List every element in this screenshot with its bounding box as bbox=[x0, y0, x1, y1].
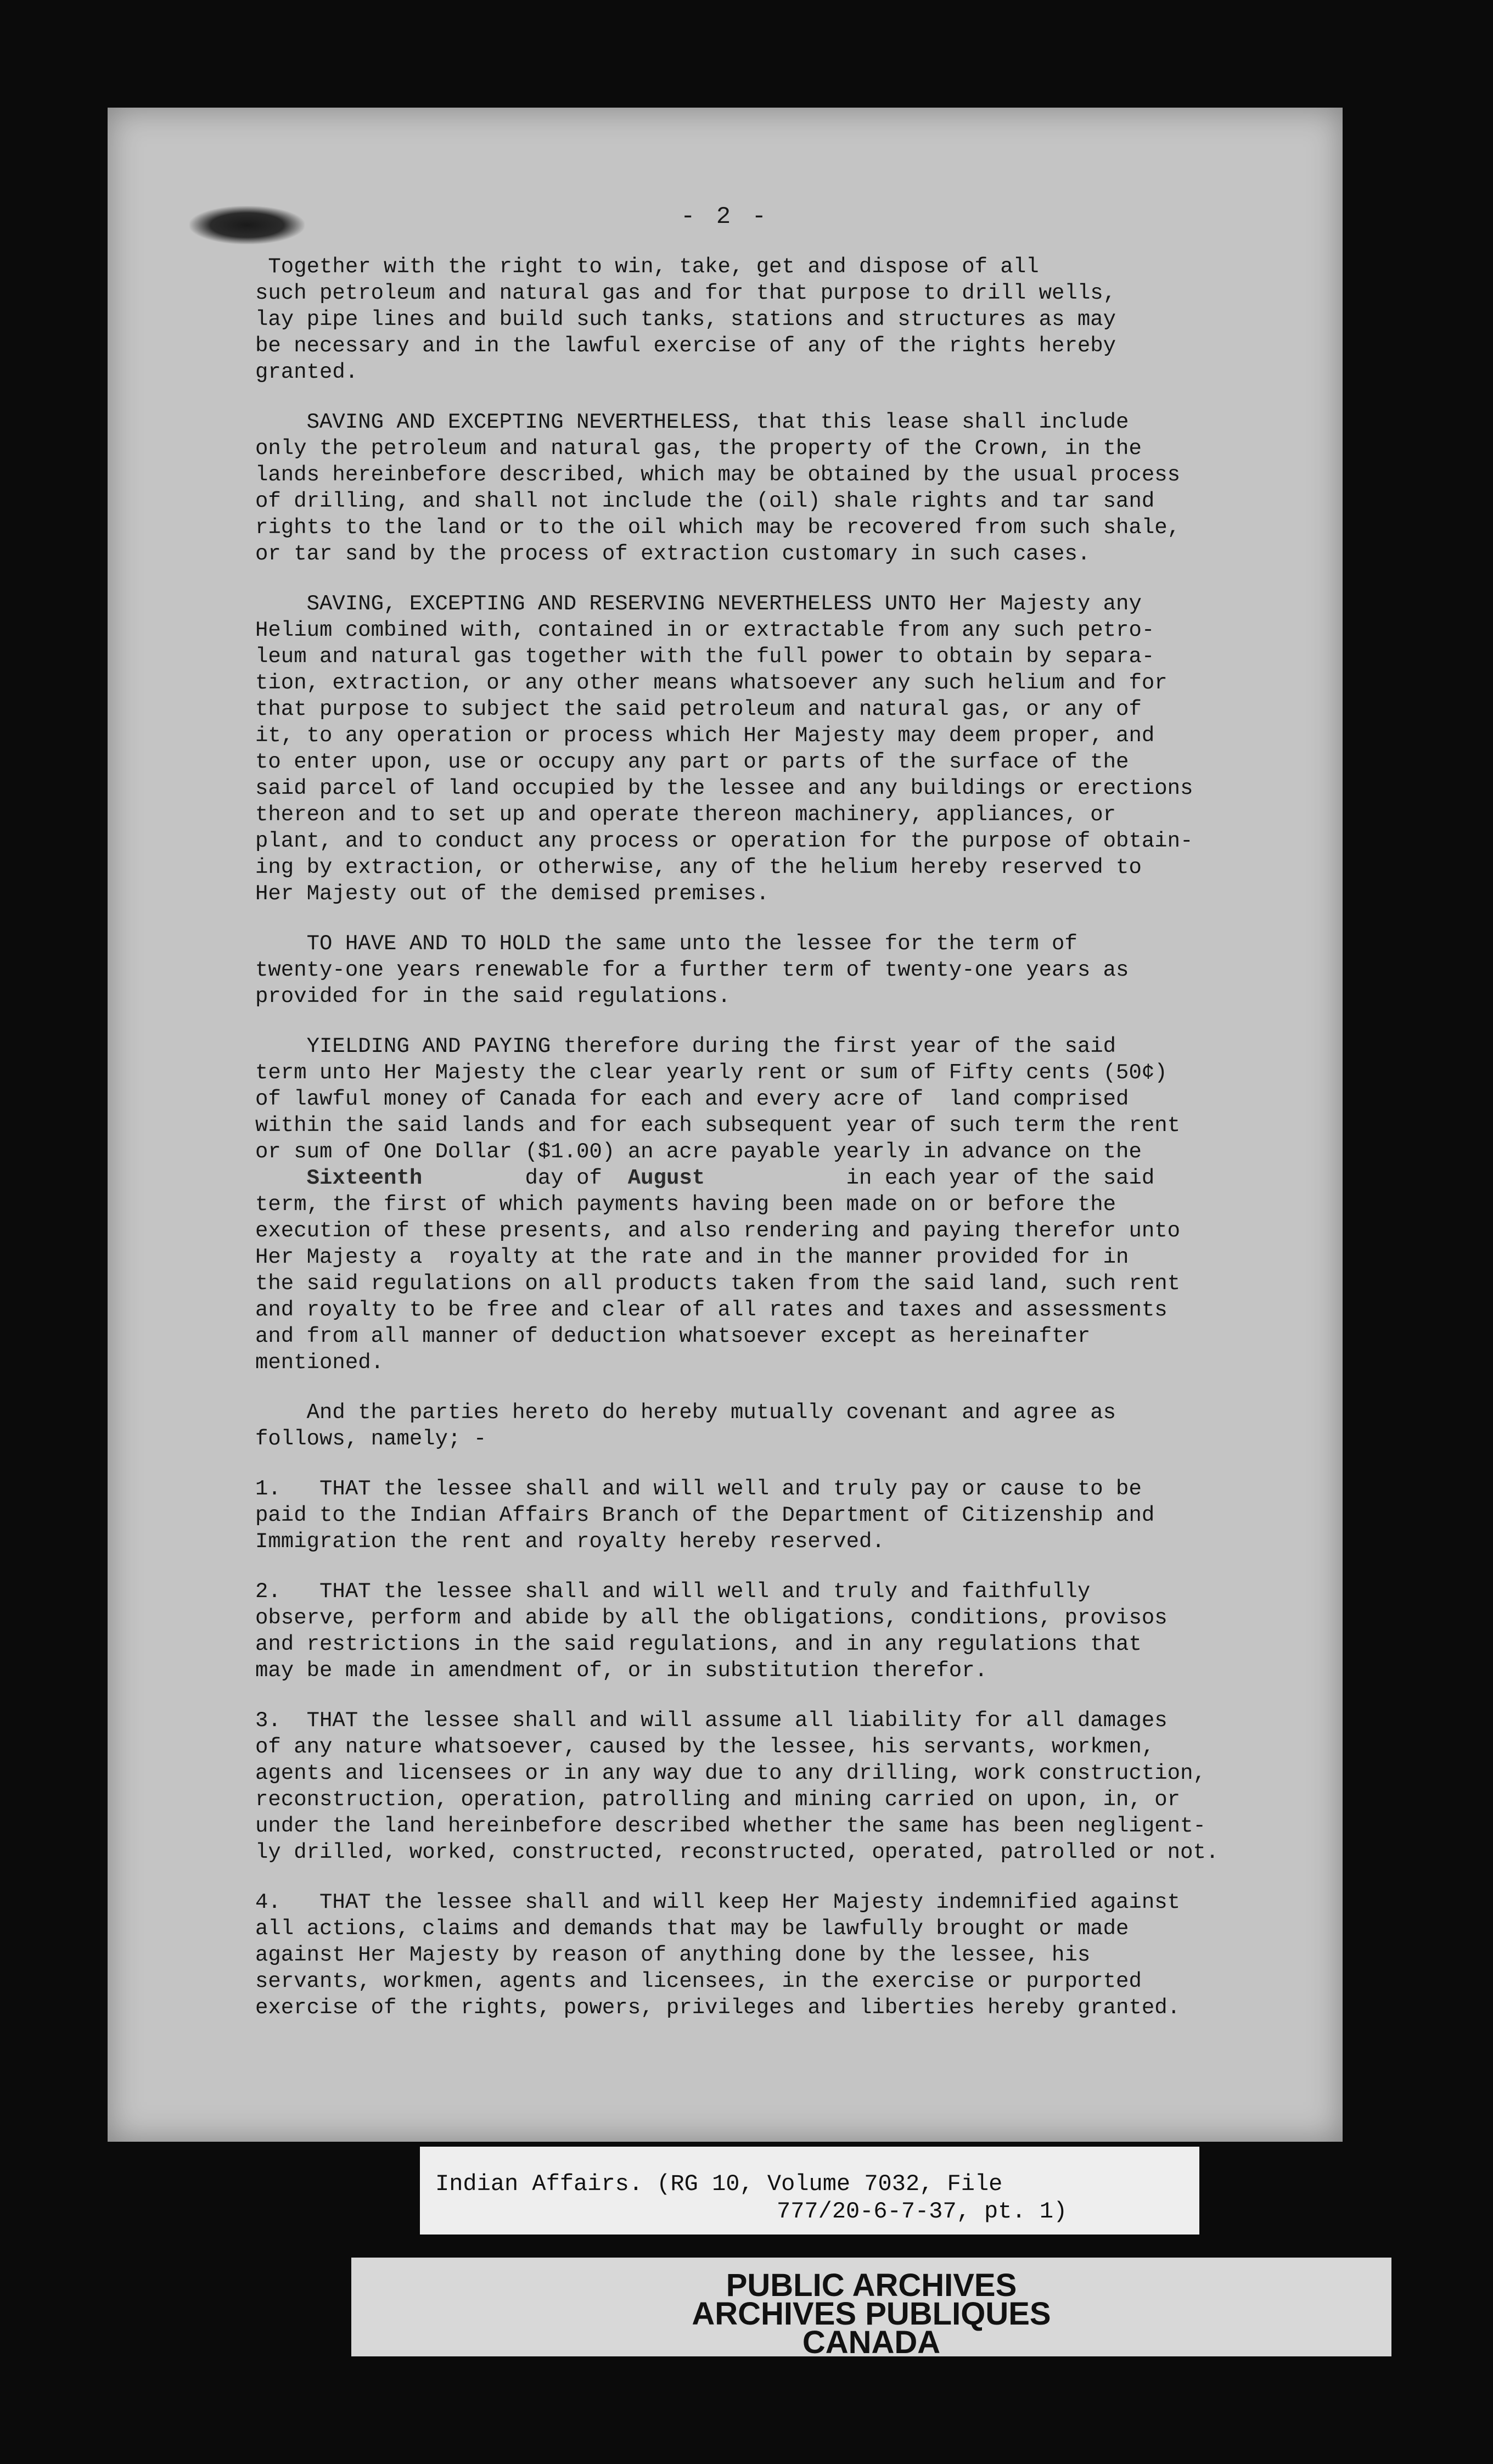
text-line: lay pipe lines and build such tanks, stations and structures as may bbox=[255, 307, 1116, 332]
public-archives-stamp bbox=[351, 2258, 1391, 2360]
paragraph-yielding-paying bbox=[255, 1033, 1265, 1376]
reference-line-1: Indian Affairs. (RG 10, Volume 7032, File bbox=[435, 2171, 1003, 2197]
text-line: to enter upon, use or occupy any part or parts of the surface of the bbox=[255, 750, 1129, 774]
text-line: observe, perform and abide by all the obligations, conditions, provisos bbox=[255, 1606, 1168, 1630]
text-line: or sum of One Dollar ($1.00) an acre payable yearly in advance on the bbox=[255, 1140, 1142, 1164]
stamp-line-3: CANADA bbox=[802, 2325, 941, 2360]
text-line: said parcel of land occupied by the lessee and any buildings or erections bbox=[255, 776, 1193, 800]
reference-line-2: 777/20-6-7-37, pt. 1) bbox=[777, 2198, 1068, 2225]
text-line: such petroleum and natural gas and for that purpose to drill wells, bbox=[255, 281, 1116, 305]
paragraph-term bbox=[255, 931, 1265, 1010]
clause-3 bbox=[255, 1707, 1265, 1866]
day-of-label: day of bbox=[525, 1166, 602, 1190]
text-line: servants, workmen, agents and licensees, in the exercise or purported bbox=[255, 1969, 1142, 1993]
stamp-line-1: PUBLIC ARCHIVES bbox=[726, 2267, 1017, 2303]
text-line: SAVING, EXCEPTING AND RESERVING NEVERTHELESS UNTO Her Majesty any bbox=[255, 592, 1142, 616]
text-line: And the parties hereto do hereby mutually covenant and agree as bbox=[255, 1401, 1116, 1425]
text-line: ly drilled, worked, constructed, reconstructed, operated, patrolled or not. bbox=[255, 1840, 1219, 1864]
ink-smudge bbox=[189, 206, 305, 244]
text-line: Her Majesty out of the demised premises. bbox=[255, 882, 770, 906]
paragraph-helium-reservation bbox=[255, 591, 1265, 907]
paragraph-covenant-intro bbox=[255, 1399, 1265, 1452]
text-line: granted. bbox=[255, 360, 358, 384]
text-line: YIELDING AND PAYING therefore during the first year of the said bbox=[255, 1034, 1116, 1059]
clause-1 bbox=[255, 1476, 1265, 1555]
text-line: exercise of the rights, powers, privileges and liberties hereby granted. bbox=[255, 1996, 1181, 2020]
text-line: agents and licensees or in any way due to any drilling, work construction, bbox=[255, 1761, 1206, 1785]
date-line bbox=[255, 1165, 1265, 1191]
text-line: twenty-one years renewable for a further term of twenty-one years as bbox=[255, 958, 1129, 982]
stamp-line-2: ARCHIVES PUBLIQUES bbox=[692, 2296, 1051, 2332]
text-line: 4. THAT the lessee shall and will keep Her Majesty indemnified against bbox=[255, 1890, 1181, 1914]
text-line: 3. THAT the lessee shall and will assume all liability for all damages bbox=[255, 1709, 1168, 1733]
date-line-rest: in each year of the said bbox=[846, 1166, 1155, 1190]
text-line: all actions, claims and demands that may be lawfully brought or made bbox=[255, 1917, 1129, 1941]
text-line: may be made in amendment of, or in substitution therefor. bbox=[255, 1659, 988, 1683]
text-line: of drilling, and shall not include the (oil) shale rights and tar sand bbox=[255, 489, 1155, 513]
text-line: mentioned. bbox=[255, 1351, 384, 1375]
text-line: plant, and to conduct any process or operation for the purpose of obtain- bbox=[255, 829, 1193, 853]
text-line: follows, namely; - bbox=[255, 1427, 487, 1451]
paragraph-saving-excepting bbox=[255, 409, 1265, 567]
text-line: be necessary and in the lawful exercise of any of the rights hereby bbox=[255, 334, 1116, 358]
text-line: lands hereinbefore described, which may be obtained by the usual process bbox=[255, 463, 1181, 487]
text-line: or tar sand by the process of extraction customary in such cases. bbox=[255, 542, 1091, 566]
filled-day: Sixteenth bbox=[306, 1166, 423, 1190]
filled-month: August bbox=[627, 1166, 705, 1190]
text-line: ing by extraction, or otherwise, any of the helium hereby reserved to bbox=[255, 855, 1142, 880]
text-line: and royalty to be free and clear of all rates and taxes and assessments bbox=[255, 1298, 1168, 1322]
text-line: term unto Her Majesty the clear yearly rent or sum of Fifty cents (50¢) bbox=[255, 1061, 1168, 1085]
text-line: Together with the right to win, take, get and dispose of all bbox=[255, 255, 1039, 279]
archive-reference-label bbox=[420, 2147, 1199, 2235]
text-line: against Her Majesty by reason of anything done by the lessee, his bbox=[255, 1943, 1091, 1967]
text-line: Her Majesty a royalty at the rate and in the manner provided for in bbox=[255, 1245, 1129, 1269]
text-line: leum and natural gas together with the full power to obtain by separa- bbox=[255, 645, 1155, 669]
page-number: - 2 - bbox=[681, 203, 770, 231]
text-line: TO HAVE AND TO HOLD the same unto the lessee for the term of bbox=[255, 932, 1077, 956]
text-line: reconstruction, operation, patrolling and mining carried on upon, in, or bbox=[255, 1788, 1181, 1812]
text-line: and restrictions in the said regulations, and in any regulations that bbox=[255, 1632, 1142, 1656]
text-line: within the said lands and for each subsequent year of such term the rent bbox=[255, 1113, 1181, 1138]
paragraph-rights bbox=[255, 254, 1265, 385]
text-line: that purpose to subject the said petroleum and natural gas, or any of bbox=[255, 697, 1142, 721]
text-line: of any nature whatsoever, caused by the lessee, his servants, workmen, bbox=[255, 1735, 1155, 1759]
text-line: of lawful money of Canada for each and every acre of land comprised bbox=[255, 1087, 1129, 1111]
text-line: 1. THAT the lessee shall and will well and truly pay or cause to be bbox=[255, 1477, 1142, 1501]
text-line: provided for in the said regulations. bbox=[255, 984, 731, 1009]
text-line: Helium combined with, contained in or extractable from any such petro- bbox=[255, 618, 1155, 642]
text-line: only the petroleum and natural gas, the property of the Crown, in the bbox=[255, 436, 1142, 461]
lease-body-text bbox=[255, 254, 1265, 2045]
text-line: SAVING AND EXCEPTING NEVERTHELESS, that this lease shall include bbox=[255, 410, 1129, 434]
text-line: under the land hereinbefore described whether the same has been negligent- bbox=[255, 1814, 1206, 1838]
text-line: tion, extraction, or any other means whatsoever any such helium and for bbox=[255, 671, 1168, 695]
clause-2 bbox=[255, 1578, 1265, 1684]
text-line: execution of these presents, and also rendering and paying therefor unto bbox=[255, 1219, 1181, 1243]
text-line: thereon and to set up and operate thereon machinery, appliances, or bbox=[255, 803, 1116, 827]
text-line: the said regulations on all products taken from the said land, such rent bbox=[255, 1272, 1181, 1296]
text-line: term, the first of which payments having been made on or before the bbox=[255, 1192, 1116, 1217]
text-line: Immigration the rent and royalty hereby reserved. bbox=[255, 1530, 885, 1554]
text-line: rights to the land or to the oil which may be recovered from such shale, bbox=[255, 516, 1181, 540]
text-line: and from all manner of deduction whatsoever except as hereinafter bbox=[255, 1324, 1091, 1348]
text-line: paid to the Indian Affairs Branch of the Department of Citizenship and bbox=[255, 1503, 1155, 1527]
clause-4 bbox=[255, 1889, 1265, 2021]
text-line: it, to any operation or process which Her Majesty may deem proper, and bbox=[255, 724, 1155, 748]
text-line: 2. THAT the lessee shall and will well and truly and faithfully bbox=[255, 1580, 1091, 1604]
